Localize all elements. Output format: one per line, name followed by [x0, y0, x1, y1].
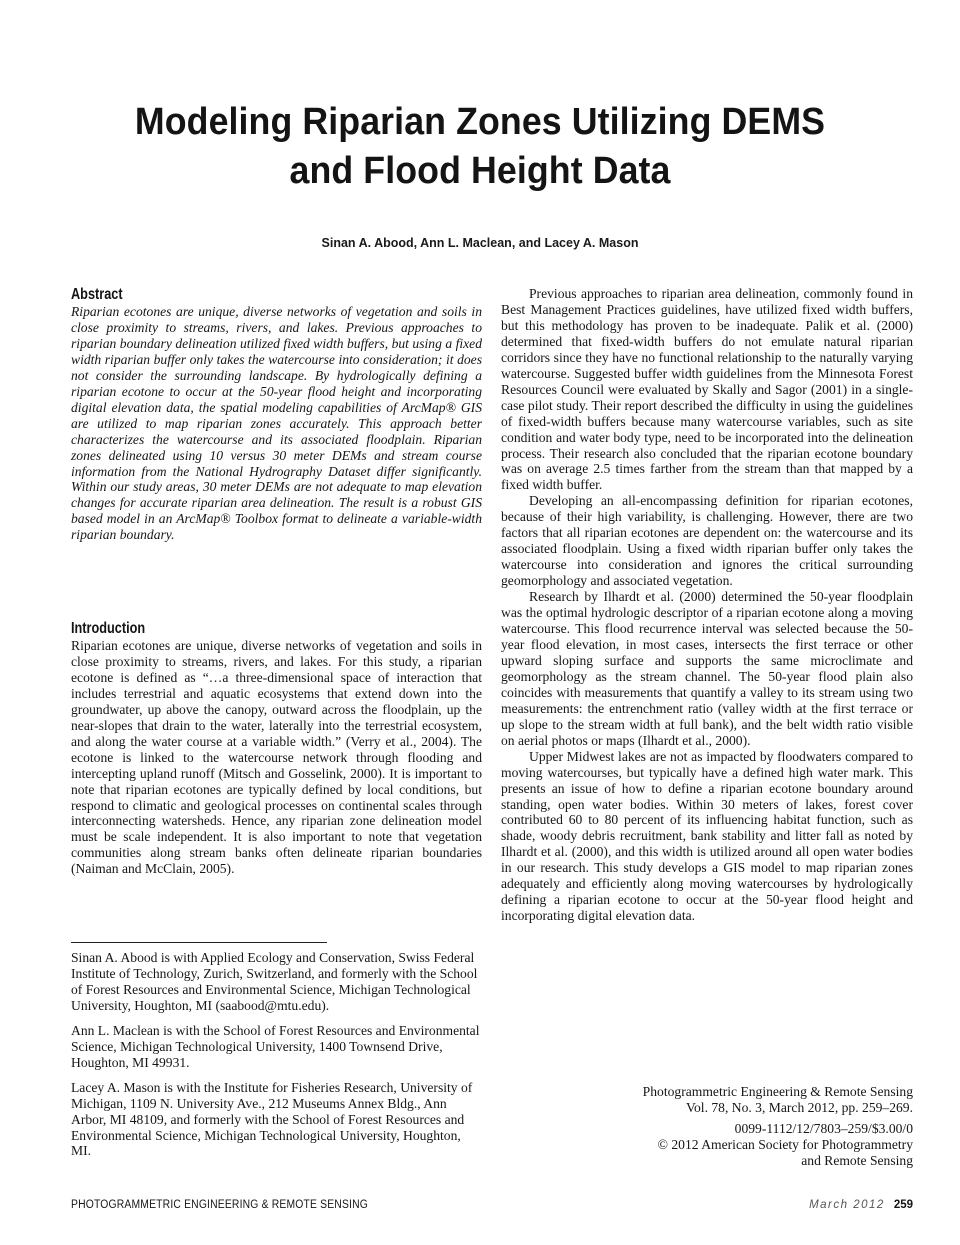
- footer-page-info: [760, 1199, 913, 1211]
- copyright-line-2: and Remote Sensing: [801, 1152, 913, 1168]
- abstract-heading: Abstract: [71, 286, 123, 303]
- body-right-column: [501, 286, 913, 924]
- author-list: Sinan A. Abood, Ann L. Maclean, and Lacey A. Mason: [321, 236, 639, 250]
- introduction-text: Riparian ecotones are unique, diverse networks of vegetation and soils in close proximity to streams, rivers, and lakes. For this study, a riparian ecotone is defined as “…a three-dimensional space of interaction that includes terrestrial and aquatic ecosystems that extend down into the groundwater, up above the canopy, outward across the floodplain, up the near-slopes that drain to the water, laterally into the terrestrial ecosystem, and along the water course at a variable width.” (Verry et al., 2004). The ecotone is linked to the watercourse network through flooding and intercepting upland runoff (Mitsch and Gosselink, 2000). It is important to note that riparian ecotones are typically defined by local conditions, but respond to climatic and geological processes on continental scales through interconnecting watersheds. Hence, any riparian zone delineation model must be scale independent. It is also important to note that vegetation communities along stream banks often delineate riparian boundaries (Naiman and McClain, 2005).: [71, 638, 482, 877]
- footer-journal: PHOTOGRAMMETRIC ENGINEERING & REMOTE SENSING: [71, 1199, 368, 1211]
- footer-date: March 2012: [809, 1199, 885, 1211]
- title-line-1: Modeling Riparian Zones Utilizing DEMS: [134, 101, 826, 143]
- page-number: 259: [893, 1199, 913, 1211]
- introduction-section: [71, 620, 482, 877]
- affiliations: [71, 950, 482, 1168]
- title-line-2: and Flood Height Data: [289, 150, 671, 192]
- doi-code: 0099-1112/12/7803–259/$3.00/0: [734, 1120, 913, 1136]
- paragraph-lakes: Upper Midwest lakes are not as impacted by floodwaters compared to moving watercourses, but typically have a defined high water mark. This presents an issue of how to define a riparian ecotone boundary around standing, open water bodies. Within 30 meters of lakes, forest cover contributed 60 to 80 percent of its influencing habitat function, such as shade, woody debris recruitment, bank stability and litter fall as noted by Ilhardt et al. (2000), and this width is utilized around all open water bodies in our research. This study develops a GIS model to map riparian zones adequately and efficiently along moving watercourses by hydrologically defining a riparian ecotone to occur at the 50-year flood height and incorporating digital elevation data.: [501, 748, 913, 924]
- affiliation-maclean: Ann L. Maclean is with the School of Forest Resources and Environmental Science, Michigan Technological University, 1400 Townsend Drive, Houghton, MI 49931.: [71, 1022, 480, 1070]
- affiliation-abood: Sinan A. Abood is with Applied Ecology and Conservation, Swiss Federal Institute of Technology, Zurich, Switzerland, and formerly with the School of Forest Resources and Environmental Science, Michigan Technological University, Houghton, MI (saabood@mtu.edu).: [71, 950, 478, 1013]
- abstract-text: Riparian ecotones are unique, diverse networks of vegetation and soils in close proximity to streams, rivers, and lakes. Previous approaches to riparian boundary delineation utilized fixed width buffers, but using a fixed width riparian buffer only takes the watercourse into consideration; it does not consider the surrounding landscape. By hydrologically defining a riparian ecotone to occur at the 50-year flood height and incorporating digital elevation data, the spatial modeling capabilities of ArcMap® GIS are utilized to map riparian zones accurately. This approach better characterizes the watercourse and its associated floodplain. Riparian zones delineated using 10 versus 30 meter DEMs and stream course information from the National Hydrography Dataset differ significantly. Within our study areas, 30 meter DEMs are not adequate to map elevation changes for accurate riparian area delineation. The result is a robust GIS based model in an ArcMap® Toolbox format to delineate a variable-width riparian boundary.: [71, 304, 482, 543]
- paragraph-floodplain: Research by Ilhardt et al. (2000) determined the 50-year floodplain was the optimal hydrologic descriptor of a riparian ecotone along a moving watercourse. This flood recurrence interval was selected because the 50-year flood elevation, in most cases, intersects the first terrace or other upward sloping surface and supports the same microclimate and geomorphology as the stream channel. The 50-year flood plain also coincides with measurements that quantify a valley to its stream using two measurements: the entrenchment ratio (valley width at the first terrace or up slope to the stream width at full bank), and the belt width ratio visible on aerial photos or maps (Ilhardt et al., 2000).: [501, 589, 913, 748]
- journal-name: Photogrammetric Engineering & Remote Sensing: [642, 1084, 913, 1099]
- affiliation-mason: Lacey A. Mason is with the Institute for Fisheries Research, University of Michigan, 1109 N. University Ave., 212 Museums Annex Bldg., Ann Arbor, MI 48109, and formerly with the School of Forest Resources and Environmental Science, Michigan Technological University, Houghton, MI.: [71, 1079, 473, 1159]
- footnote-divider: [71, 942, 327, 943]
- paper-title: [29, 98, 931, 196]
- publication-info: [560, 1084, 913, 1169]
- abstract-section: [71, 286, 482, 543]
- introduction-heading: Introduction: [71, 620, 146, 637]
- paragraph-definition: Developing an all-encompassing definition for riparian ecotones, because of their high variability, is challenging. However, there are two factors that all riparian ecotones are dependent on: the watercourse and its associated floodplain. Using a fixed width riparian buffer only takes the watercourse into consideration and ignores the critical surrounding geomorphology and associated vegetation.: [501, 493, 913, 589]
- volume-info: Vol. 78, No. 3, March 2012, pp. 259–269.: [685, 1099, 913, 1115]
- copyright-line: © 2012 American Society for Photogrammetry: [657, 1136, 913, 1152]
- paragraph-previous-approaches: Previous approaches to riparian area delineation, commonly found in Best Management Practices guidelines, have utilized fixed width buffers, but this methodology has proven to be inadequate. Palik et al. (2000) determined that fixed-width buffers do not emulate natural riparian corridors since they have no functional relationship to the naturally varying watercourse. Suggested buffer width guidelines from the Minnesota Forest Resources Council were evaluated by Skally and Sagor (2001) in a single-case pilot study. Their report described the difficulty in using the guidelines of fixed-width buffers because many watercourse variables, such as site condition and water body type, need to be incorporated into the delineation process. Their research also concluded that the riparian ecotone boundary was on average 2.5 times farther from the stream than that mapped by a fixed width buffer.: [501, 286, 913, 493]
